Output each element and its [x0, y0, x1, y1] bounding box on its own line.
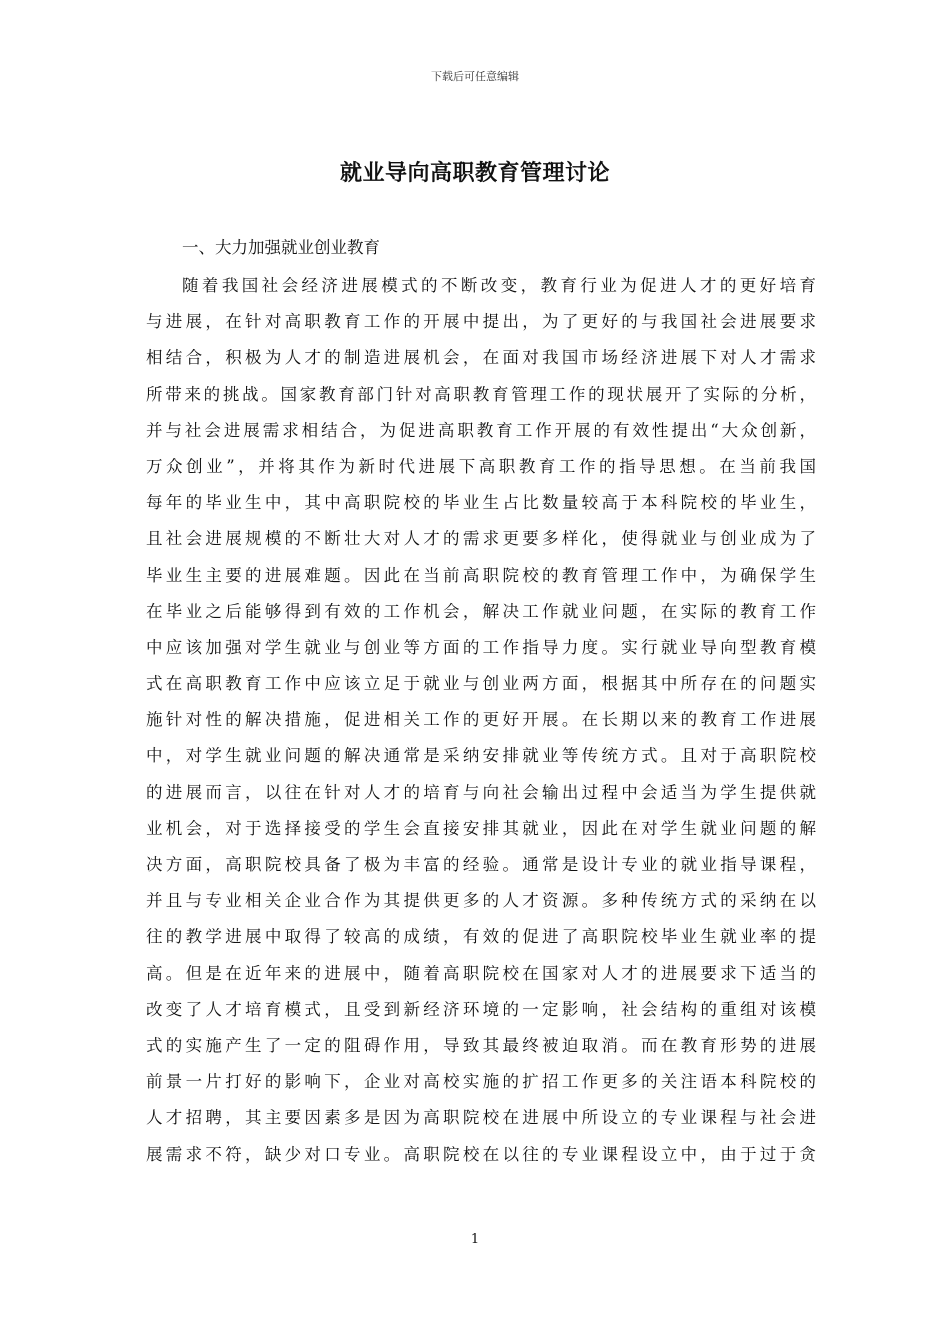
paragraph-line: 业机会，对于选择接受的学生会直接安排其就业，因此在对学生就业问题的解: [146, 818, 816, 838]
body-paragraph: [146, 272, 816, 1177]
paragraph-line: 人才招聘，其主要因素多是因为高职院校在进展中所设立的专业课程与社会进: [146, 1108, 816, 1128]
section-heading: 一、大力加强就业创业教育: [182, 238, 380, 257]
paragraph-line: 与进展，在针对高职教育工作的开展中提出，为了更好的与我国社会进展要求: [146, 312, 816, 332]
paragraph-line: 万众创业”，并将其作为新时代进展下高职教育工作的指导思想。在当前我国: [146, 456, 816, 476]
paragraph-line: 随着我国社会经济进展模式的不断改变，教育行业为促进人才的更好培育: [182, 276, 816, 295]
paragraph-line: 展需求不符，缺少对口专业。高职院校在以往的专业课程设立中，由于过于贪: [146, 1144, 816, 1164]
paragraph-line: 改变了人才培育模式，且受到新经济环境的一定影响，社会结构的重组对该模: [146, 999, 816, 1019]
paragraph-line: 并与社会进展需求相结合，为促进高职教育工作开展的有效性提出“大众创新，: [146, 420, 816, 440]
paragraph-line: 所带来的挑战。国家教育部门针对高职教育管理工作的现状展开了实际的分析，: [146, 384, 816, 404]
header-note: 下载后可任意编辑: [431, 70, 519, 83]
paragraph-line: 且社会进展规模的不断壮大对人才的需求更要多样化，使得就业与创业成为了: [146, 529, 816, 549]
paragraph-line: 往的教学进展中取得了较高的成绩，有效的促进了高职院校毕业生就业率的提: [146, 927, 816, 947]
paragraph-line: 中应该加强对学生就业与创业等方面的工作指导力度。实行就业导向型教育模: [146, 637, 816, 657]
paragraph-line: 施针对性的解决措施，促进相关工作的更好开展。在长期以来的教育工作进展: [146, 710, 816, 730]
document-title: 就业导向高职教育管理讨论: [339, 161, 610, 186]
paragraph-line: 并且与专业相关企业合作为其提供更多的人才资源。多种传统方式的采纳在以: [146, 891, 816, 911]
paragraph-line: 毕业生主要的进展难题。因此在当前高职院校的教育管理工作中，为确保学生: [146, 565, 816, 585]
paragraph-line: 式的实施产生了一定的阻碍作用，导致其最终被迫取消。而在教育形势的进展: [146, 1035, 816, 1055]
paragraph-line: 在毕业之后能够得到有效的工作机会，解决工作就业问题，在实际的教育工作: [146, 601, 816, 621]
paragraph-line: 中，对学生就业问题的解决通常是采纳安排就业等传统方式。且对于高职院校: [146, 746, 816, 766]
paragraph-line: 式在高职教育工作中应该立足于就业与创业两方面，根据其中所存在的问题实: [146, 674, 816, 694]
paragraph-line: 前景一片打好的影响下，企业对高校实施的扩招工作更多的关注语本科院校的: [146, 1072, 816, 1092]
paragraph-line: 的进展而言，以往在针对人才的培育与向社会输出过程中会适当为学生提供就: [146, 782, 816, 802]
paragraph-line: 每年的毕业生中，其中高职院校的毕业生占比数量较高于本科院校的毕业生，: [146, 493, 816, 513]
page-number: 1: [470, 1232, 480, 1247]
paragraph-line: 高。但是在近年来的进展中，随着高职院校在国家对人才的进展要求下适当的: [146, 963, 816, 983]
paragraph-line: 决方面，高职院校具备了极为丰富的经验。通常是设计专业的就业指导课程，: [146, 855, 816, 874]
paragraph-line: 相结合，积极为人才的制造进展机会，在面对我国市场经济进展下对人才需求: [146, 348, 816, 368]
